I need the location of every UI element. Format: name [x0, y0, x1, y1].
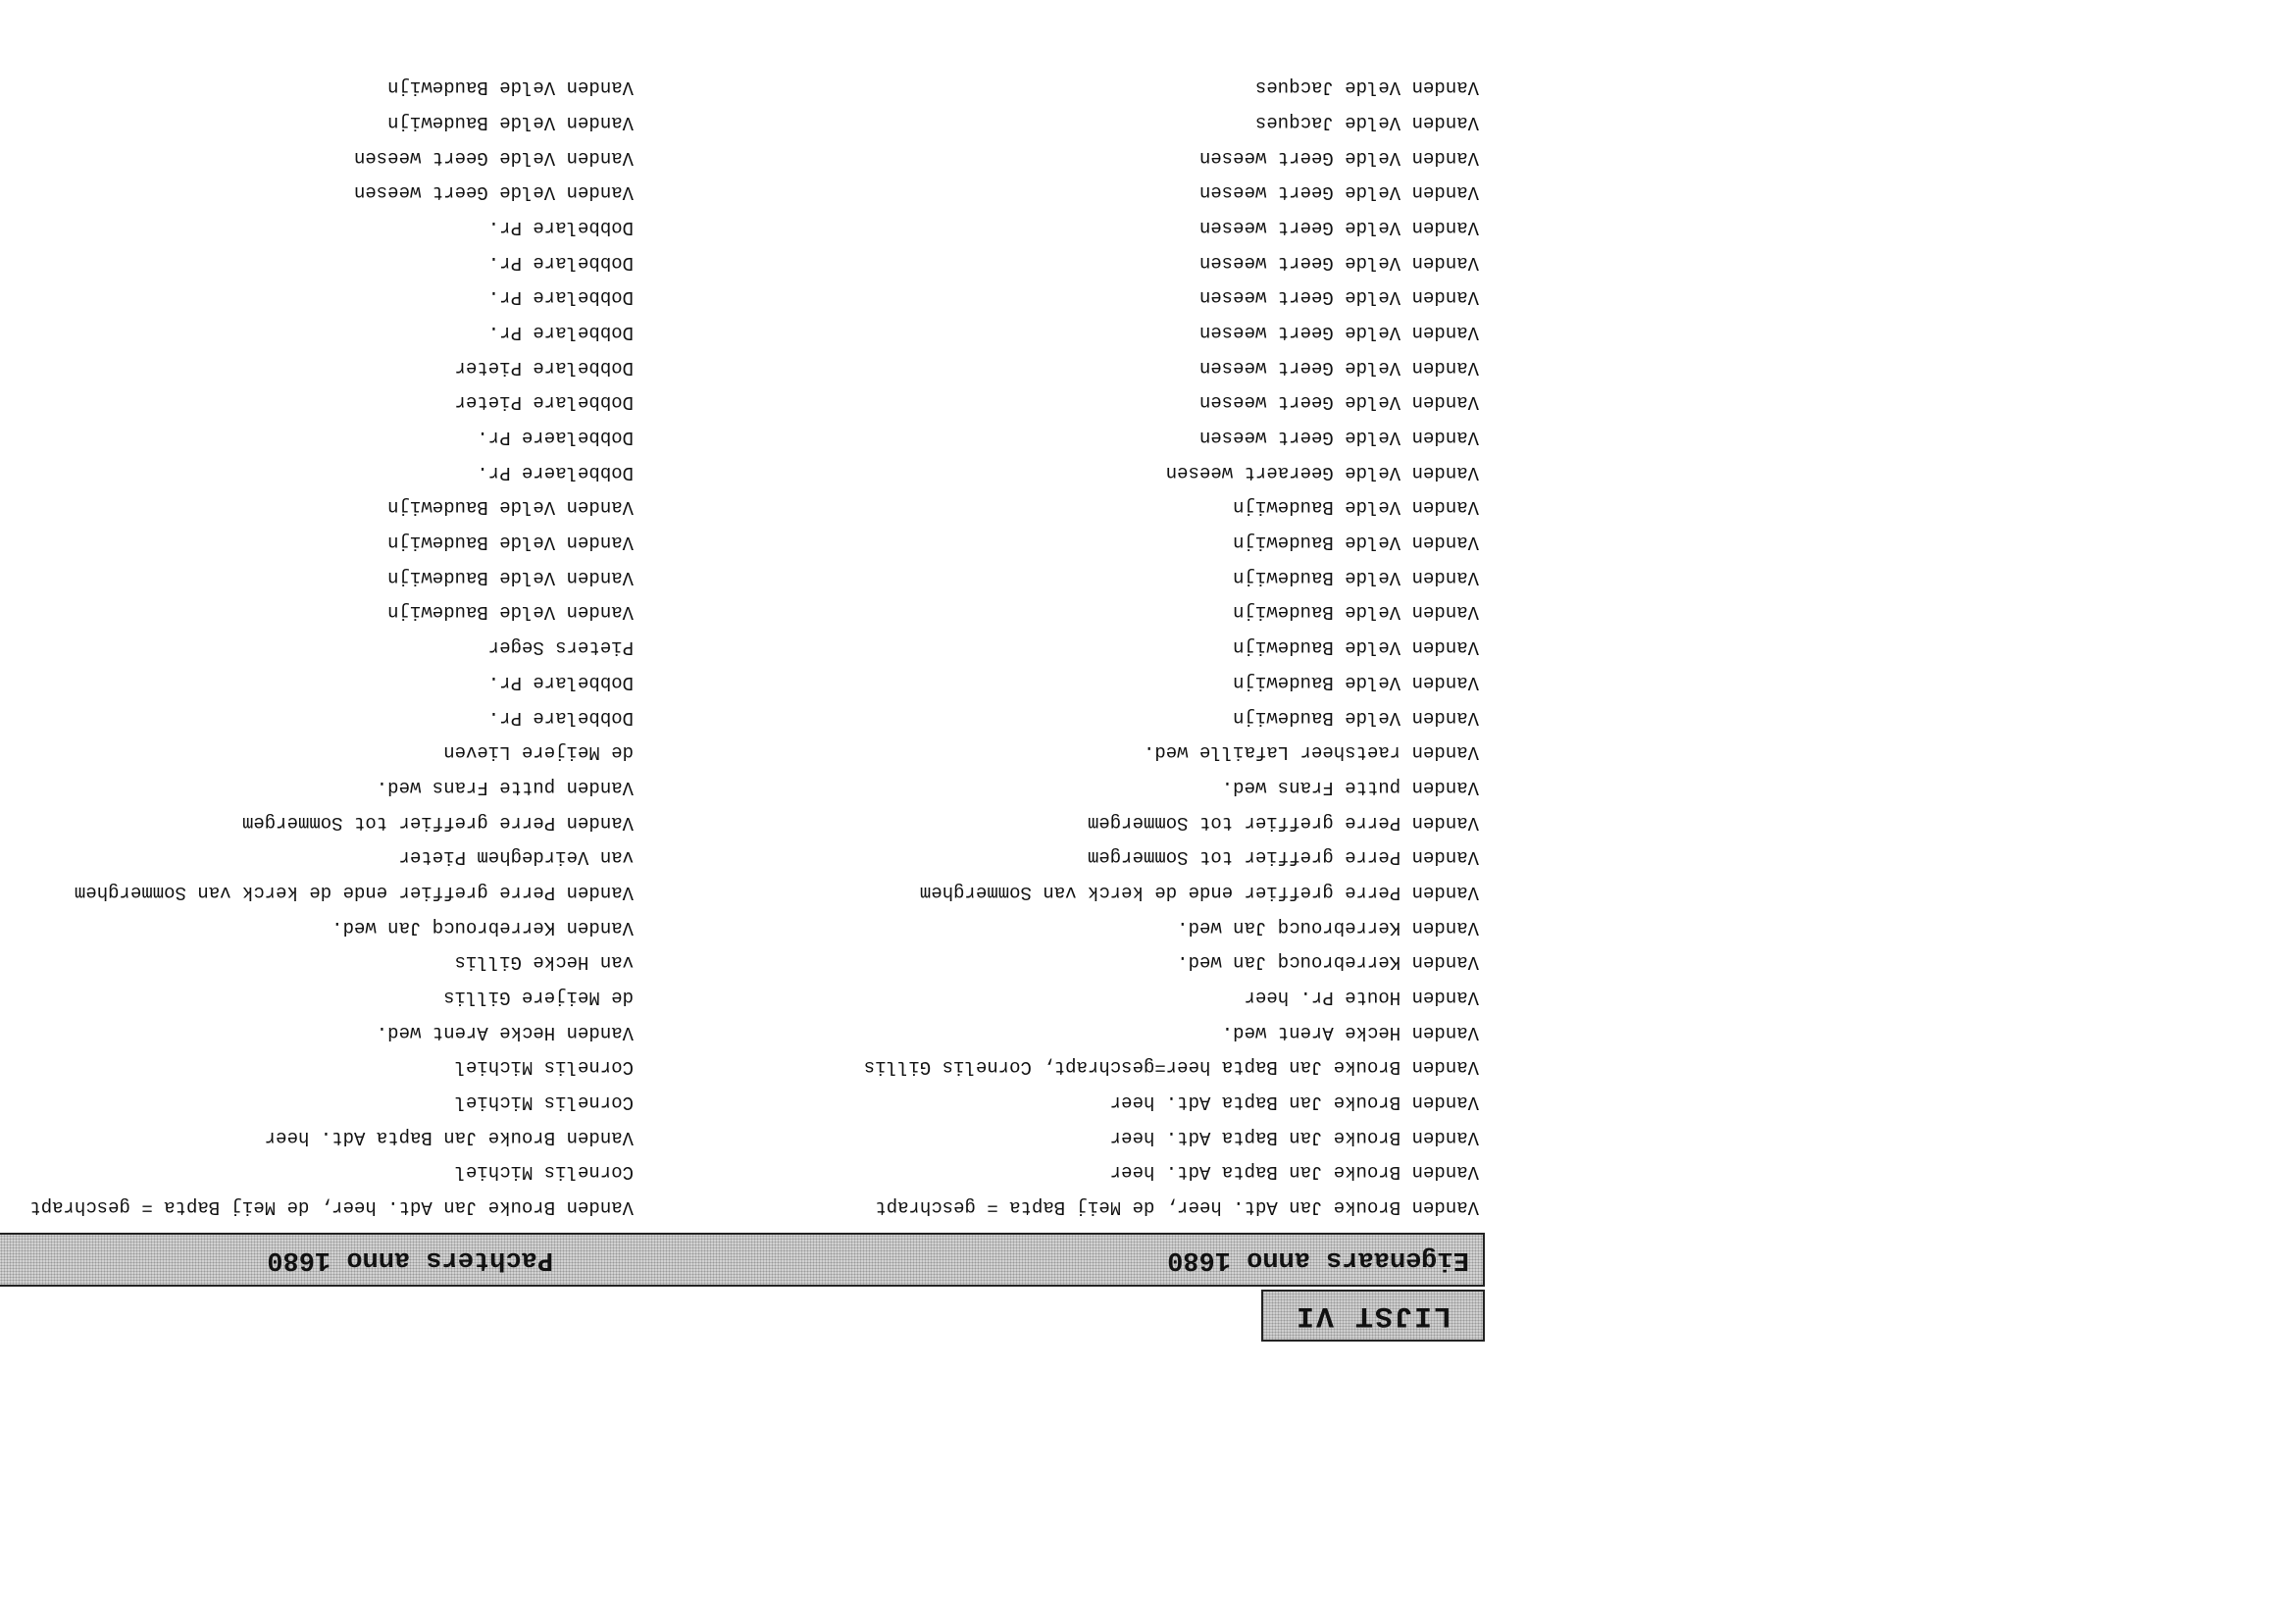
- cell-eigenaar: Vanden Velde Geert weesen: [1198, 181, 1479, 204]
- cell-eigenaar: Vanden Velde Geert weesen: [1198, 427, 1479, 449]
- table-row: [0, 455, 1485, 490]
- cell-pachter: Vanden Velde Baudewijn: [387, 566, 634, 588]
- cell-eigenaar: Vanden Houte Pr. heer: [1244, 987, 1479, 1009]
- cell-eigenaar: Vanden Velde Jacques: [1254, 111, 1479, 133]
- table-row: [0, 1085, 1485, 1120]
- cell-eigenaar: Vanden Kerrebroucq Jan wed.: [1177, 916, 1479, 939]
- table-row: [0, 1050, 1485, 1086]
- cell-eigenaar: Vanden Velde Geert weesen: [1198, 286, 1479, 309]
- table-row: [0, 105, 1485, 140]
- cell-pachter: Dobbelare Pr.: [487, 321, 634, 343]
- cell-eigenaar: Vanden Velde Geeraert weesen: [1165, 461, 1479, 483]
- cell-pachter: van Hecke Gillis: [454, 951, 634, 974]
- cell-eigenaar: Vanden Velde Geert weesen: [1198, 216, 1479, 238]
- cell-eigenaar: Vanden Perre greffier tot Sommergem: [1087, 846, 1479, 869]
- cell-pachter: Dobbelaere Pr.: [477, 427, 634, 449]
- table-row: [0, 350, 1485, 385]
- table-row: [0, 420, 1485, 455]
- table-row: [0, 1015, 1485, 1050]
- cell-eigenaar: Vanden Perre greffier ende de kerck van Sommerghem: [919, 881, 1479, 903]
- cell-eigenaar: Vanden Brouke Jan Bapta Adt. heer: [1109, 1091, 1479, 1114]
- table-row: [0, 980, 1485, 1015]
- table-header: [0, 1233, 1485, 1287]
- table-row: [0, 839, 1485, 875]
- cell-pachter: Dobbelare Pr.: [487, 671, 634, 693]
- table-row: [0, 175, 1485, 210]
- table-row: [0, 245, 1485, 280]
- table-row: [0, 700, 1485, 736]
- cell-pachter: Vanden Hecke Arent wed.: [376, 1021, 634, 1043]
- cell-eigenaar: Vanden Velde Geert weesen: [1198, 321, 1479, 343]
- cell-pachter: Vanden Velde Baudewijn: [387, 496, 634, 519]
- document: [0, 70, 1485, 1342]
- cell-eigenaar: Vanden Brouke Jan Bapta Adt. heer: [1109, 1126, 1479, 1148]
- table-row: [0, 630, 1485, 665]
- header-pachters: Pachters anno 1680: [267, 1244, 553, 1275]
- cell-pachter: Vanden Velde Baudewijn: [387, 111, 634, 133]
- cell-pachter: Vanden Brouke Jan Adt. heer, de Meij Bapta = geschrapt: [29, 1196, 634, 1219]
- cell-eigenaar: Vanden Brouke Jan Bapta heer=geschrapt, Cornelis Gillis: [863, 1056, 1479, 1079]
- cell-pachter: Cornelis Michiel: [454, 1056, 634, 1079]
- cell-eigenaar: Vanden Velde Baudewijn: [1233, 636, 1479, 659]
- table-row: [0, 735, 1485, 770]
- table-row: [0, 210, 1485, 245]
- cell-pachter: Vanden Kerrebroucq Jan wed.: [331, 916, 634, 939]
- cell-pachter: Pieters Seger: [487, 636, 634, 659]
- table-row: [0, 1120, 1485, 1155]
- cell-pachter: van Veirdeghem Pieter: [398, 846, 634, 869]
- table-row: [0, 560, 1485, 595]
- cell-pachter: Vanden Perre greffier ende de kerck van Sommerghem: [74, 881, 634, 903]
- cell-eigenaar: Vanden Velde Geert weesen: [1198, 146, 1479, 169]
- cell-eigenaar: Vanden Kerrebroucq Jan wed.: [1177, 951, 1479, 974]
- cell-pachter: Vanden Velde Baudewijn: [387, 532, 634, 554]
- cell-eigenaar: Vanden Perre greffier tot Sommergem: [1087, 811, 1479, 834]
- cell-eigenaar: Vanden Hecke Arent wed.: [1221, 1021, 1479, 1043]
- list-title: LIJST VI: [1261, 1290, 1485, 1342]
- table-body: [0, 70, 1485, 1225]
- cell-pachter: Vanden putte Frans wed.: [376, 776, 634, 798]
- table-row: [0, 595, 1485, 631]
- table-row: [0, 805, 1485, 840]
- cell-eigenaar: Vanden Velde Baudewijn: [1233, 566, 1479, 588]
- cell-pachter: Dobbelare Pr.: [487, 216, 634, 238]
- cell-eigenaar: Vanden Velde Jacques: [1254, 76, 1479, 99]
- cell-pachter: Vanden Perre greffier tot Sommergem: [241, 811, 634, 834]
- cell-pachter: Dobbelare Pieter: [454, 356, 634, 379]
- cell-eigenaar: Vanden Velde Geert weesen: [1198, 356, 1479, 379]
- table-row: [0, 279, 1485, 315]
- table-row: [0, 1190, 1485, 1225]
- cell-pachter: de Meijere Gillis: [443, 987, 634, 1009]
- table-row: [0, 1155, 1485, 1191]
- cell-pachter: Vanden Velde Geert weesen: [353, 181, 634, 204]
- cell-pachter: Vanden Velde Geert weesen: [353, 146, 634, 169]
- table-row: [0, 910, 1485, 945]
- table-row: [0, 770, 1485, 805]
- cell-pachter: Dobbelare Pr.: [487, 251, 634, 274]
- cell-eigenaar: Vanden Brouke Jan Bapta Adt. heer: [1109, 1161, 1479, 1184]
- cell-pachter: de Meijere Lieven: [443, 741, 634, 764]
- table-row: [0, 315, 1485, 350]
- table-row: [0, 490, 1485, 526]
- cell-eigenaar: Vanden Velde Baudewijn: [1233, 496, 1479, 519]
- cell-pachter: Dobbelare Pr.: [487, 706, 634, 729]
- cell-pachter: Dobbelare Pieter: [454, 391, 634, 414]
- cell-eigenaar: Vanden Velde Geert weesen: [1198, 251, 1479, 274]
- cell-pachter: Vanden Brouke Jan Bapta Adt. heer: [264, 1126, 634, 1148]
- table-row: [0, 70, 1485, 105]
- cell-eigenaar: Vanden putte Frans wed.: [1221, 776, 1479, 798]
- cell-pachter: Vanden Velde Baudewijn: [387, 76, 634, 99]
- table-row: [0, 385, 1485, 421]
- table-row: [0, 875, 1485, 910]
- cell-pachter: Cornelis Michiel: [454, 1161, 634, 1184]
- cell-eigenaar: Vanden Velde Baudewijn: [1233, 532, 1479, 554]
- cell-pachter: Dobbelare Pr.: [487, 286, 634, 309]
- cell-eigenaar: Vanden Velde Baudewijn: [1233, 706, 1479, 729]
- cell-eigenaar: Vanden Velde Geert weesen: [1198, 391, 1479, 414]
- cell-pachter: Vanden Velde Baudewijn: [387, 601, 634, 624]
- table-row: [0, 140, 1485, 176]
- cell-eigenaar: Vanden Velde Baudewijn: [1233, 601, 1479, 624]
- cell-eigenaar: Vanden Brouke Jan Adt. heer, de Meij Bapta = geschrapt: [875, 1196, 1479, 1219]
- table-row: [0, 665, 1485, 700]
- table-row: [0, 525, 1485, 560]
- cell-pachter: Cornelis Michiel: [454, 1091, 634, 1114]
- table-row: [0, 945, 1485, 981]
- header-eigenaars: Eigenaars anno 1680: [1167, 1244, 1469, 1275]
- cell-eigenaar: Vanden Velde Baudewijn: [1233, 671, 1479, 693]
- cell-pachter: Dobbelaere Pr.: [477, 461, 634, 483]
- cell-eigenaar: Vanden raetsheer Lafaille wed.: [1143, 741, 1479, 764]
